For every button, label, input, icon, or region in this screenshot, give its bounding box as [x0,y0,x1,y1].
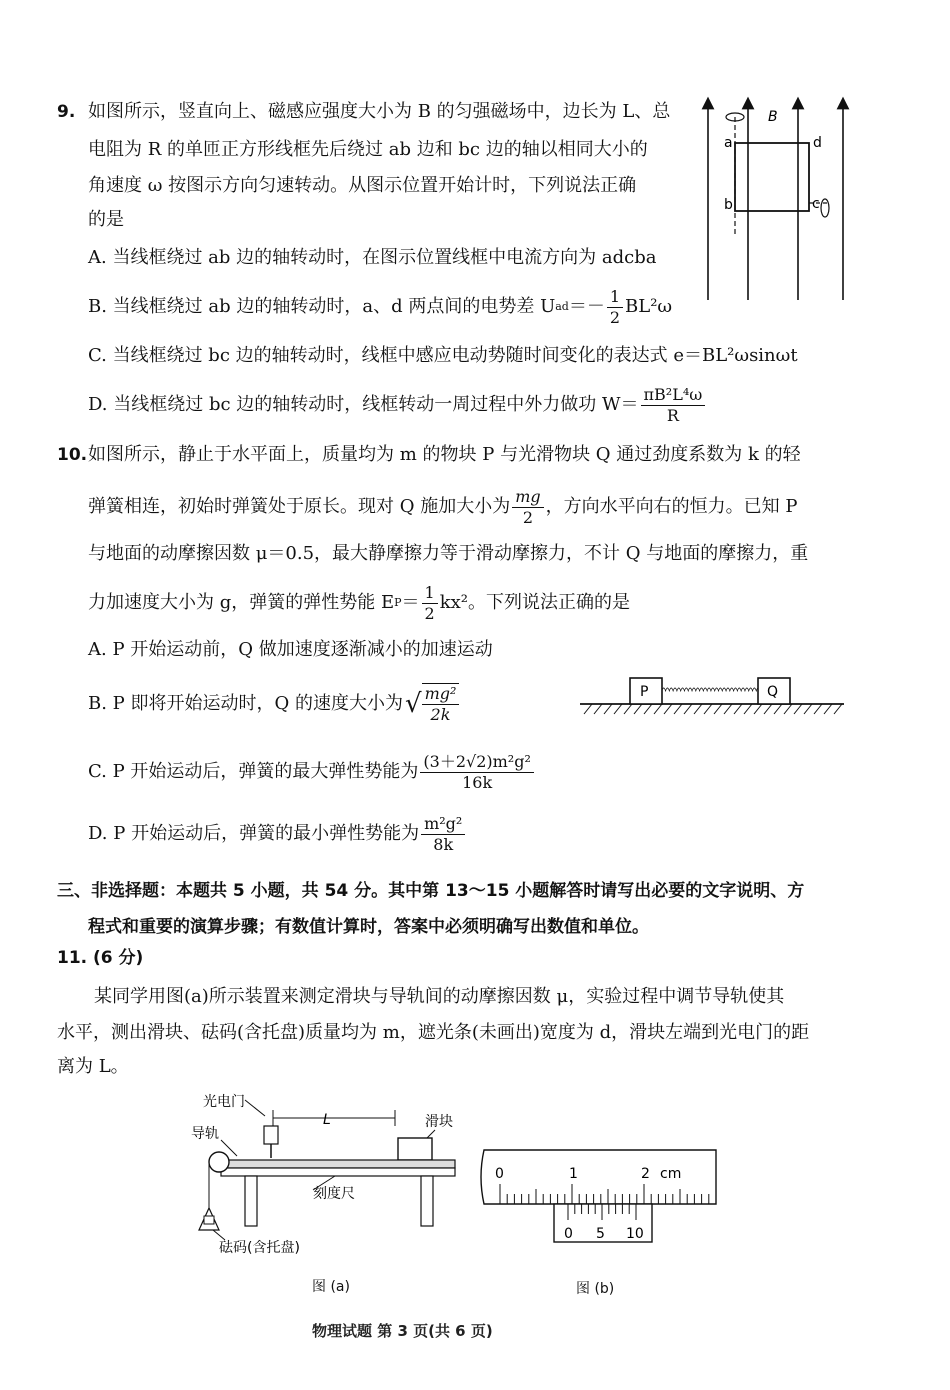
figure-b-caption: 图 (b) [576,1281,615,1297]
q10-line2 [88,484,797,530]
q9-figure [700,95,860,310]
ruler [221,1168,455,1176]
q10-line2-a: 弹簧相连，初始时弹簧处于原长。现对 Q 施加大小为 [88,496,511,517]
sqrt-sign: √ [404,689,422,719]
vernier-label-5: 5 [596,1226,605,1242]
q9-stem-line2: 电阻为 R 的单匝正方形线框先后绕过 ab 边和 bc 边的轴以相同大小的 [88,139,648,160]
q10-line1: 如图所示，静止于水平面上，质量均为 m 的物块 P 与光滑物块 Q 通过劲度系数为 k 的轻 [88,444,801,465]
q10-option-d [88,810,467,858]
q10-option-b-text: B. P 即将开始运动时，Q 的速度大小为 [88,693,403,714]
q10-line4-b: ＝ [401,592,420,613]
q10-option-c [88,748,536,796]
q9-stem-line1: 如图所示，竖直向上、磁感应强度大小为 B 的匀强磁场中，边长为 L、总 [88,101,671,122]
rotation-arrow-icon [821,199,829,217]
section3-line1: 三、非选择题：本题共 5 小题，共 54 分。其中第 13～15 小题解答时请写出必要的文字说明、方 [57,881,805,901]
q10-option-c-den: 16k [462,772,493,792]
ground-hatch [584,704,842,714]
q10-option-d-num: m²g² [421,814,465,835]
vernier-label-10: 10 [626,1226,644,1242]
figure-a-caption: 图 (a) [312,1279,350,1295]
q11-line2: 水平，测出滑块、砝码(含托盘)质量均为 m，遮光条(未画出)宽度为 d，滑块左端到光电门的距 [57,1022,810,1043]
main-label-0: 0 [495,1166,504,1182]
q10-line4 [88,580,630,626]
q9-option-d-fraction [641,385,706,426]
block-Q-label: Q [767,684,779,700]
q10-option-c-num: (3＋2√2)m²g² [420,752,533,773]
unit-label: cm [660,1166,682,1182]
leader [245,1100,265,1116]
q9-option-b-eq: ＝－ [568,296,605,317]
label-L: L [323,1112,331,1128]
q9-option-d-frac-num: πB²L⁴ω [641,385,706,406]
q10-figure [578,676,848,720]
q10-line2-b: ，方向水平向右的恒力。已知 P [545,496,798,517]
label-rail: 导轨 [191,1126,219,1142]
q10-number: 10. [57,445,88,465]
label-slider: 滑块 [425,1114,453,1130]
q11-figure-a [185,1090,470,1265]
q10-energy-num: 1 [422,583,438,604]
label-ruler: 刻度尺 [313,1186,355,1202]
q9-option-d-text: D. 当线框绕过 bc 边的轴转动时，线框转动一周过程中外力做功 W＝ [88,394,639,415]
leader [213,1230,225,1240]
q9-option-c: C. 当线框绕过 bc 边的轴转动时，线框中感应电动势随时间变化的表达式 e＝BL²ωsinωt [88,345,798,366]
table-leg [245,1176,257,1226]
vernier-label-0: 0 [564,1226,573,1242]
q10-option-b-fraction [422,683,460,725]
q10-energy-den: 2 [424,603,435,623]
q9-option-b-frac-num: 1 [607,287,623,308]
q10-option-b [88,680,461,728]
q10-option-d-den: 8k [433,834,454,854]
table-leg [421,1176,433,1226]
label-B: B [768,109,778,125]
q9-stem-line3: 角速度 ω 按图示方向匀速转动。从图示位置开始计时，下列说法正确 [88,175,637,196]
q9-option-b-tail: BL²ω [625,296,673,317]
q10-option-b-num: mg² [422,684,460,705]
label-a: a [724,135,733,151]
q10-option-c-fraction [420,752,533,793]
q9-option-d [88,382,707,428]
q11-line1: 某同学用图(a)所示装置来测定滑块与导轨间的动摩擦因数 μ，实验过程中调节导轨使其 [94,986,785,1007]
q11-line3: 离为 L。 [57,1056,129,1077]
label-photogate: 光电门 [203,1094,245,1110]
q9-stem-line4: 的是 [88,209,124,230]
q10-option-d-fraction [421,814,465,855]
slider-block [398,1138,432,1160]
q10-line4-sub: P [394,596,402,609]
q10-energy-fraction [422,583,438,624]
q10-option-b-den: 2k [430,705,451,724]
q9-option-b-frac-den: 2 [609,307,621,327]
q10-option-a: A. P 开始运动前，Q 做加速度逐渐减小的加速运动 [88,639,493,660]
label-d: d [813,135,822,151]
q11-header: 11. (6 分) [57,948,144,968]
q9-number: 9. [57,102,76,122]
pulley [209,1152,229,1172]
main-label-2: 2 [641,1166,650,1182]
rail [221,1160,455,1168]
q10-line4-a: 力加速度大小为 g，弹簧的弹性势能 E [88,592,395,613]
label-weight: 砝码(含托盘) [219,1240,300,1256]
q9-option-b [88,284,672,330]
q10-force-den: 2 [522,507,533,527]
q11-figure-b [476,1148,721,1248]
q9-option-b-text: B. 当线框绕过 ab 边的轴转动时，a、d 两点间的电势差 U [88,296,556,317]
label-b: b [724,197,733,213]
spring [662,688,764,691]
q10-option-c-text: C. P 开始运动后，弹簧的最大弹性势能为 [88,761,419,782]
q10-line4-c: kx²。下列说法正确的是 [439,592,630,613]
q10-line3: 与地面的动摩擦因数 μ＝0.5，最大静摩擦力等于滑动摩擦力，不计 Q 与地面的摩擦力，重 [88,543,809,564]
main-label-1: 1 [569,1166,578,1182]
label-c: c [812,196,820,212]
page-footer: 物理试题 第 3 页(共 6 页) [312,1322,493,1340]
q9-option-b-fraction [607,287,623,328]
q9-option-d-frac-den: R [666,405,679,425]
block-P-label: P [640,684,649,700]
q10-option-d-text: D. P 开始运动后，弹簧的最小弹性势能为 [88,823,420,844]
section3-line2: 程式和重要的演算步骤；有数值计算时，答案中必须明确写出数值和单位。 [88,917,649,937]
photogate [264,1126,278,1144]
weight-mass [204,1216,214,1224]
q9-option-a: A. 当线框绕过 ab 边的轴转动时，在图示位置线框中电流方向为 adcba [88,247,657,268]
q10-force-fraction [512,487,543,528]
q9-option-b-sub: ad [555,300,569,313]
q10-force-num: mg [512,487,543,508]
